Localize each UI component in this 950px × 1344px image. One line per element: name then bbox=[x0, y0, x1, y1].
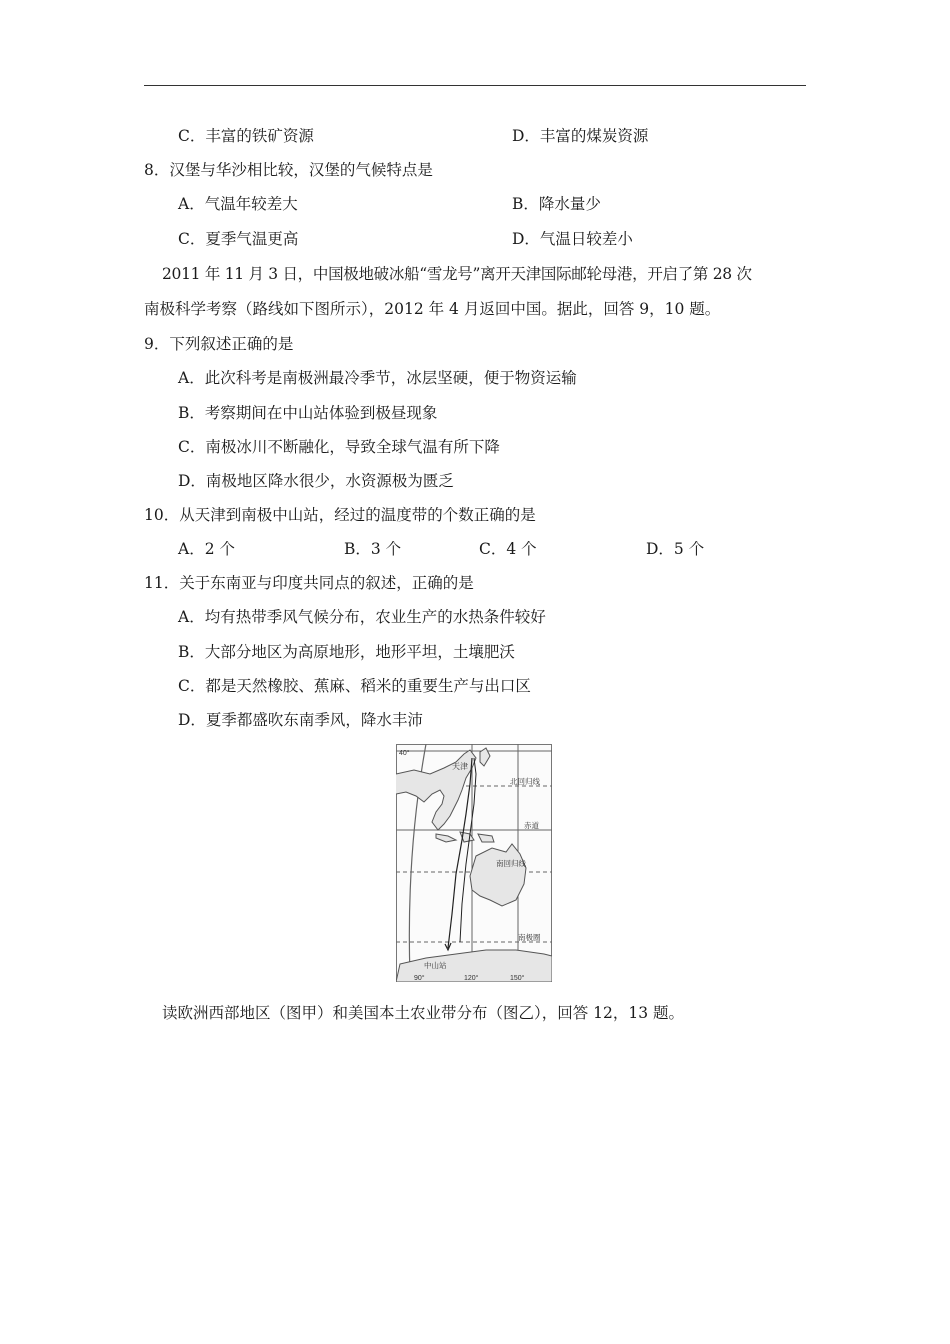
q9-option-a: A．此次科考是南极洲最冷季节，冰层坚硬，便于物资运输 bbox=[178, 369, 577, 387]
q7-option-c: C．丰富的铁矿资源 bbox=[178, 127, 314, 145]
passage2: 读欧洲西部地区（图甲）和美国本土农业带分布（图乙），回答 12，13 题。 bbox=[162, 1004, 685, 1022]
q8-option-d: D．气温日较差小 bbox=[512, 230, 633, 248]
passage1-line2: 南极科学考察（路线如下图所示），2012 年 4 月返回中国。据此，回答 9，10 题。 bbox=[144, 300, 721, 318]
q8-option-c: C．夏季气温更高 bbox=[178, 230, 299, 248]
q11-stem: 11．关于东南亚与印度共同点的叙述，正确的是 bbox=[144, 574, 474, 592]
q8-option-a: A．气温年较差大 bbox=[178, 195, 298, 213]
q8-option-b: B．降水量少 bbox=[512, 195, 601, 213]
q10-option-d: D．5 个 bbox=[646, 540, 705, 558]
q9-option-d: D．南极地区降水很少，水资源极为匮乏 bbox=[178, 472, 454, 490]
q11-option-c: C．都是天然橡胶、蕉麻、稻米的重要生产与出口区 bbox=[178, 677, 531, 695]
label-tropic-south: 南回归线 bbox=[496, 859, 526, 868]
label-tropic-north: 北回归线 bbox=[510, 777, 540, 786]
label-antarctic-circle: 南极圈 bbox=[518, 933, 541, 942]
label-120: 120° bbox=[464, 975, 479, 982]
q10-option-b: B．3 个 bbox=[344, 540, 402, 558]
q10-stem: 10．从天津到南极中山站，经过的温度带的个数正确的是 bbox=[144, 506, 536, 524]
passage1-line1: 2011 年 11 月 3 日，中国极地破冰船“雪龙号”离开天津国际邮轮母港，开启了第 28 次 bbox=[162, 265, 752, 283]
header-rule bbox=[144, 85, 806, 86]
route-map bbox=[396, 744, 552, 982]
q9-stem: 9．下列叙述正确的是 bbox=[144, 335, 294, 353]
q11-option-d: D．夏季都盛吹东南季风，降水丰沛 bbox=[178, 711, 423, 729]
q11-option-b: B．大部分地区为高原地形，地形平坦，土壤肥沃 bbox=[178, 643, 515, 661]
label-90: 90° bbox=[414, 975, 425, 982]
label-tianjin: 天津 bbox=[452, 762, 468, 771]
q11-option-a: A．均有热带季风气候分布，农业生产的水热条件较好 bbox=[178, 608, 546, 626]
q10-option-c: C．4 个 bbox=[479, 540, 537, 558]
label-40: 40° bbox=[399, 750, 410, 757]
q9-option-b: B．考察期间在中山站体验到极昼现象 bbox=[178, 404, 438, 422]
label-zhongshan: 中山站 bbox=[424, 961, 447, 970]
q9-option-c: C．南极冰川不断融化，导致全球气温有所下降 bbox=[178, 438, 500, 456]
q8-stem: 8．汉堡与华沙相比较，汉堡的气候特点是 bbox=[144, 161, 433, 179]
label-equator: 赤道 bbox=[524, 821, 539, 830]
q7-option-d: D．丰富的煤炭资源 bbox=[512, 127, 649, 145]
q10-option-a: A．2 个 bbox=[178, 540, 235, 558]
label-150: 150° bbox=[510, 975, 525, 982]
